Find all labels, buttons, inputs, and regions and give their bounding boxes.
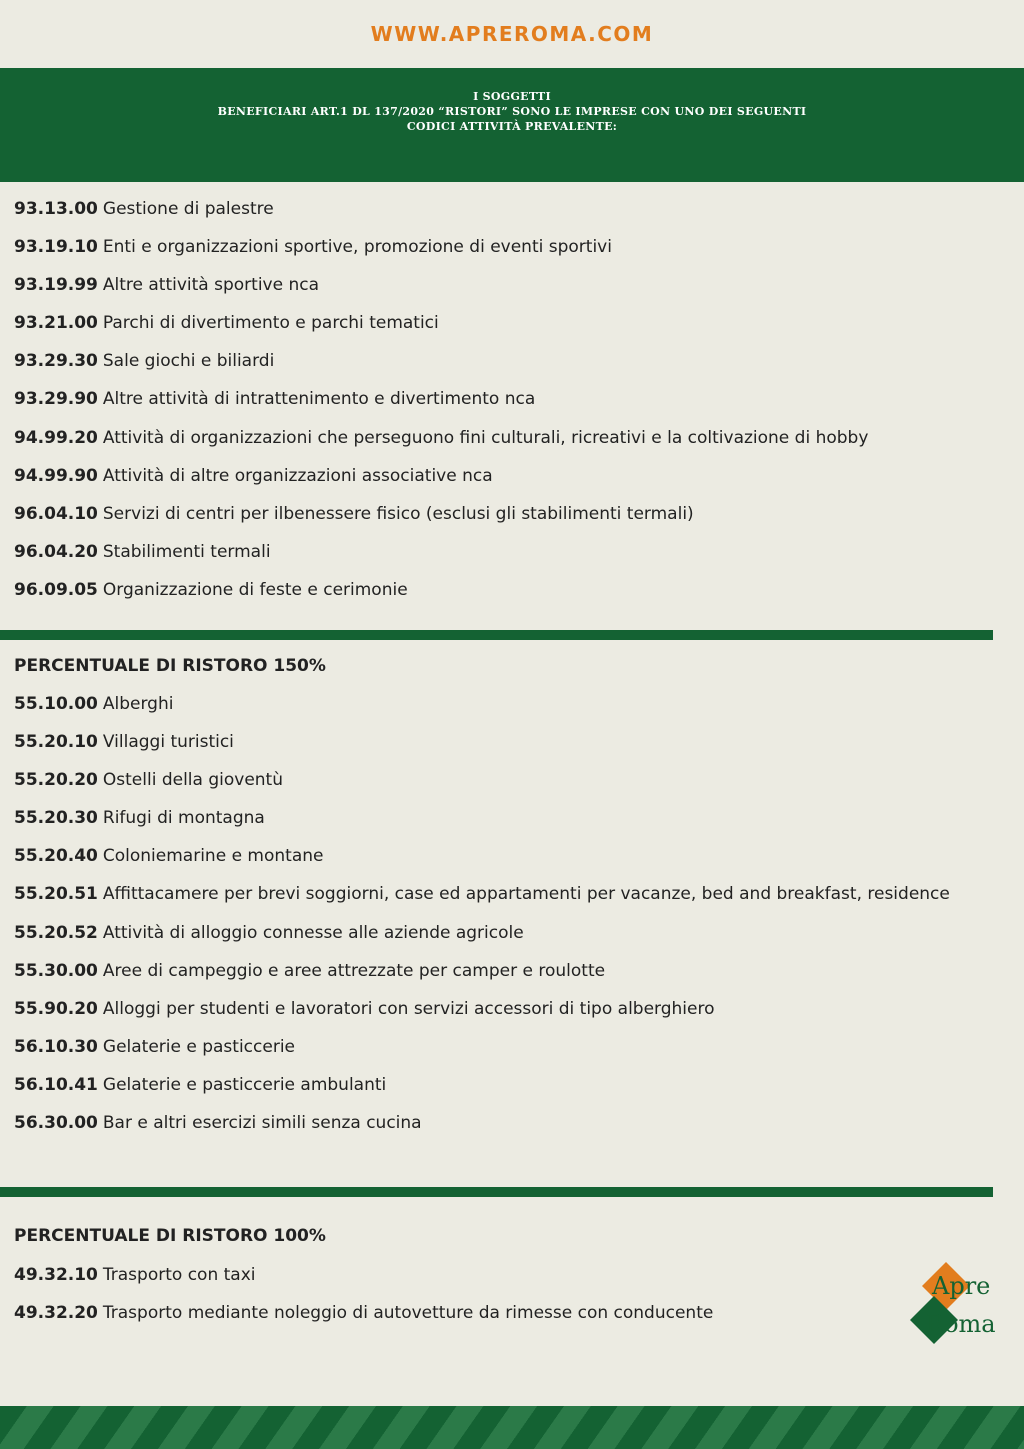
list-item (14, 952, 950, 990)
activity-description: Organizzazione di feste e cerimonie (102, 579, 408, 600)
activity-code: 55.20.52 (14, 922, 98, 943)
activity-description: Gelaterie e pasticcerie (102, 1036, 296, 1057)
activity-code: 93.29.90 (14, 389, 98, 410)
activity-code: 55.20.30 (14, 808, 98, 829)
activity-code: 56.30.00 (14, 1113, 98, 1134)
list-item (14, 533, 868, 571)
activity-description: Alloggi per studenti e lavoratori con servizi accessori di tipo alberghiero (102, 998, 715, 1019)
activity-description: Servizi di centri per ilbenessere fisico (esclusi gli stabilimenti termali) (102, 503, 694, 524)
list-item (14, 837, 950, 875)
activity-code: 93.29.30 (14, 351, 98, 372)
activity-code: 56.10.30 (14, 1036, 98, 1057)
section-divider (0, 1187, 993, 1197)
activity-description: Alberghi (102, 694, 174, 714)
activity-code: 94.99.20 (14, 427, 98, 448)
activity-description: Altre attività di intrattenimento e divertimento nca (102, 389, 536, 410)
activity-code: 55.90.20 (14, 998, 98, 1019)
list-item (14, 914, 950, 952)
activity-description: Villaggi turistici (102, 732, 234, 753)
list-item (14, 875, 950, 913)
activity-code: 55.20.20 (14, 770, 98, 791)
activity-description: Attività di alloggio connesse alle aziende agricole (102, 922, 524, 943)
list-item (14, 228, 868, 266)
activity-description: Gelaterie e pasticcerie ambulanti (102, 1074, 387, 1095)
activity-code: 93.13.00 (14, 199, 98, 219)
list-item (14, 571, 868, 609)
activity-description: Altre attività sportive nca (102, 275, 320, 296)
list-item (14, 419, 868, 457)
list-item (14, 1028, 950, 1066)
activity-description: Parchi di divertimento e parchi tematici (102, 313, 439, 334)
activity-description: Affittacamere per brevi soggiorni, case ed appartamenti per vacanze, bed and breakfast, residence (102, 884, 950, 905)
activity-description: Stabilimenti termali (102, 541, 271, 562)
section2-list (14, 685, 950, 1142)
list-item (14, 190, 868, 228)
list-item (14, 1066, 950, 1104)
list-item (14, 799, 950, 837)
activity-description: Trasporto mediante noleggio di autovetture da rimesse con conducente (102, 1303, 714, 1324)
list-item (14, 723, 950, 761)
list-item (14, 761, 950, 799)
activity-code: 93.21.00 (14, 313, 98, 334)
activity-description: Attività di organizzazioni che perseguono fini culturali, ricreativi e la coltivazione di hobby (102, 427, 869, 448)
activity-code: 55.20.51 (14, 884, 98, 905)
activity-code: 96.09.05 (14, 579, 98, 600)
apreroma-logo[interactable] (906, 1262, 1002, 1348)
list-item (14, 1294, 713, 1332)
section3-title: PERCENTUALE DI RISTORO 100% (14, 1226, 326, 1246)
header-line-2: BENEFICIARI ART.1 DL 137/2020 “RISTORI” SONO LE IMPRESE CON UNO DEI SEGUENTI (217, 105, 807, 118)
site-url[interactable]: WWW.APREROMA.COM (370, 22, 654, 46)
activity-code: 49.32.10 (14, 1265, 98, 1285)
logo-word-roma: Roma (926, 1310, 996, 1338)
list-item (14, 1256, 713, 1294)
activity-code: 94.99.90 (14, 465, 98, 486)
activity-code: 96.04.10 (14, 503, 98, 524)
list-item (14, 380, 868, 418)
list-item (14, 495, 868, 533)
activity-description: Trasporto con taxi (102, 1265, 256, 1285)
list-item (14, 990, 950, 1028)
activity-description: Enti e organizzazioni sportive, promozione di eventi sportivi (102, 237, 612, 258)
activity-description: Bar e altri esercizi simili senza cucina (102, 1113, 422, 1134)
activity-code: 49.32.20 (14, 1303, 98, 1324)
activity-description: Attività di altre organizzazioni associative nca (102, 465, 493, 486)
activity-code: 96.04.20 (14, 541, 98, 562)
list-item (14, 457, 868, 495)
activity-code: 55.10.00 (14, 694, 98, 714)
section1-list (14, 190, 868, 609)
header-line-3: CODICI ATTIVITÀ PREVALENTE: (406, 120, 618, 133)
activity-code: 55.30.00 (14, 960, 98, 981)
section-divider (0, 630, 993, 640)
activity-code: 55.20.40 (14, 846, 98, 867)
section3-list (14, 1256, 713, 1332)
activity-code: 56.10.41 (14, 1074, 98, 1095)
activity-description: Rifugi di montagna (102, 808, 265, 829)
bottom-stripe-band (0, 1406, 1024, 1449)
activity-code: 55.20.10 (14, 732, 98, 753)
logo-word-apre: Apre (932, 1272, 991, 1300)
activity-description: Aree di campeggio e aree attrezzate per camper e roulotte (102, 960, 606, 981)
header-line-1: I SOGGETTI (473, 90, 551, 103)
activity-description: Coloniemarine e montane (102, 846, 324, 867)
activity-code: 93.19.10 (14, 237, 98, 258)
activity-description: Ostelli della gioventù (102, 770, 283, 791)
list-item (14, 304, 868, 342)
activity-description: Sale giochi e biliardi (102, 351, 275, 372)
list-item (14, 266, 868, 304)
list-item (14, 1104, 950, 1142)
list-item (14, 685, 950, 723)
activity-description: Gestione di palestre (102, 199, 274, 219)
list-item (14, 342, 868, 380)
header-banner (0, 68, 1024, 182)
activity-code: 93.19.99 (14, 275, 98, 296)
section2-title: PERCENTUALE DI RISTORO 150% (14, 656, 326, 676)
